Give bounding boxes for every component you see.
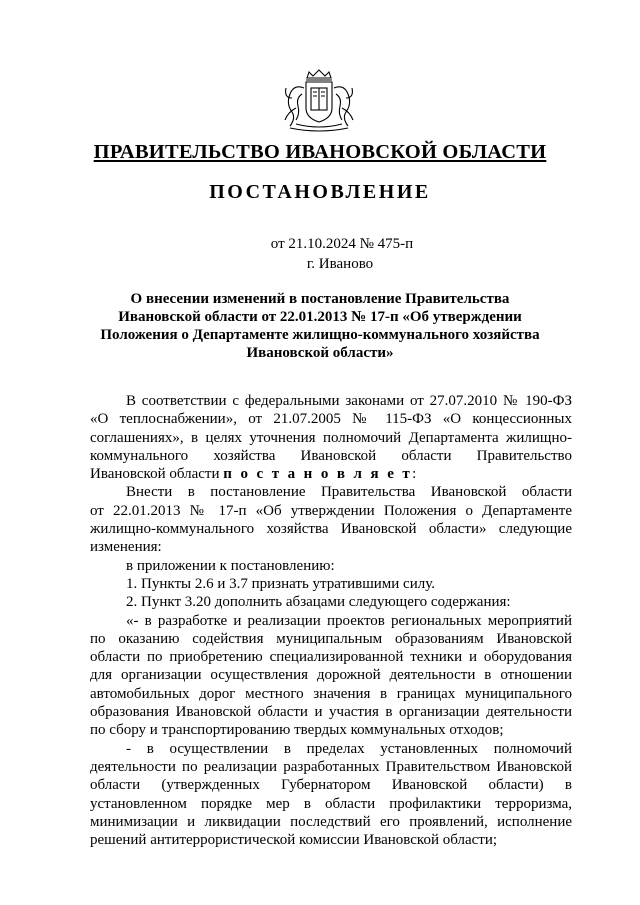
body-line: по сбору и транспортированию твердых коммунальных отходов; bbox=[90, 722, 504, 739]
title-line: Ивановской области» bbox=[246, 345, 394, 361]
body-line: минимизации и ликвидации последствий его проявлений, исполнение bbox=[90, 813, 572, 830]
resolves-word: п о с т а н о в л я е т bbox=[223, 466, 413, 483]
body-line: области по приобретению специализированной техники и оборудования bbox=[90, 649, 572, 666]
body-line: в приложении к постановлению: bbox=[126, 557, 335, 574]
body-line: 2. Пункт 3.20 дополнить абзацами следующего содержания: bbox=[126, 594, 511, 611]
body-line: В соответствии с федеральными законами от 27.07.2010 № 190-ФЗ bbox=[126, 393, 572, 409]
body-line: изменения: bbox=[90, 539, 162, 556]
body-line: образования Ивановской области и участия в организации деятельности bbox=[90, 704, 572, 721]
body-line: жилищно-коммунального хозяйства Ивановской области» следующие bbox=[90, 521, 572, 538]
body-line: - в осуществлении в пределах установленных полномочий bbox=[126, 740, 572, 757]
document-body bbox=[90, 392, 572, 849]
body-line: Внести в постановление Правительства Ивановской области bbox=[126, 484, 572, 501]
body-line: коммунального хозяйства Ивановской области Правительство bbox=[90, 447, 572, 464]
body-line: области (утвержденных Губернатором Ивановской области) в bbox=[90, 777, 572, 794]
body-line: соглашениях», в целях уточнения полномочий Департамента жилищно- bbox=[90, 429, 572, 446]
organization-title: ПРАВИТЕЛЬСТВО ИВАНОВСКОЙ ОБЛАСТИ bbox=[93, 141, 547, 163]
body-line: решений антитеррористической комиссии Ивановской области; bbox=[90, 832, 498, 849]
body-line: от 22.01.2013 № 17-п «Об утверждении Положения о Департаменте bbox=[90, 502, 572, 519]
document-type: ПОСТАНОВЛЕНИЕ bbox=[209, 181, 431, 203]
title-line: О внесении изменений в постановление Правительства bbox=[130, 291, 510, 307]
body-line: «О теплоснабжении», от 21.07.2005 № 115-ФЗ «О концессионных bbox=[90, 411, 572, 428]
coat-of-arms-icon bbox=[282, 68, 356, 136]
body-line-resolves bbox=[90, 465, 572, 483]
body-line: «- в разработке и реализации проектов региональных мероприятий bbox=[126, 612, 572, 629]
colon: : bbox=[412, 466, 417, 483]
body-line: 1. Пункты 2.6 и 3.7 признать утратившими силу. bbox=[126, 575, 435, 592]
body-line: по оказанию содействия муниципальным образованиям Ивановской bbox=[90, 630, 572, 647]
body-line: деятельности по реализации разработанных Правительством Ивановской bbox=[90, 758, 572, 775]
city: г. Иваново bbox=[306, 256, 374, 272]
title-line: Ивановской области от 22.01.2013 № 17-п «Об утверждении bbox=[118, 309, 522, 325]
body-line: для организации осуществления дорожной деятельности в отношении bbox=[90, 667, 572, 684]
body-line: установленном порядке мер в области профилактики терроризма, bbox=[90, 795, 572, 812]
body-line: автомобильных дорог местного значения в границах муниципального bbox=[90, 685, 572, 702]
document-title bbox=[90, 290, 550, 362]
body-text: Ивановской области bbox=[90, 466, 224, 483]
title-line: Положения о Департаменте жилищно-коммунального хозяйства bbox=[100, 327, 540, 343]
date-number: от 21.10.2024 № 475-п bbox=[270, 236, 414, 252]
